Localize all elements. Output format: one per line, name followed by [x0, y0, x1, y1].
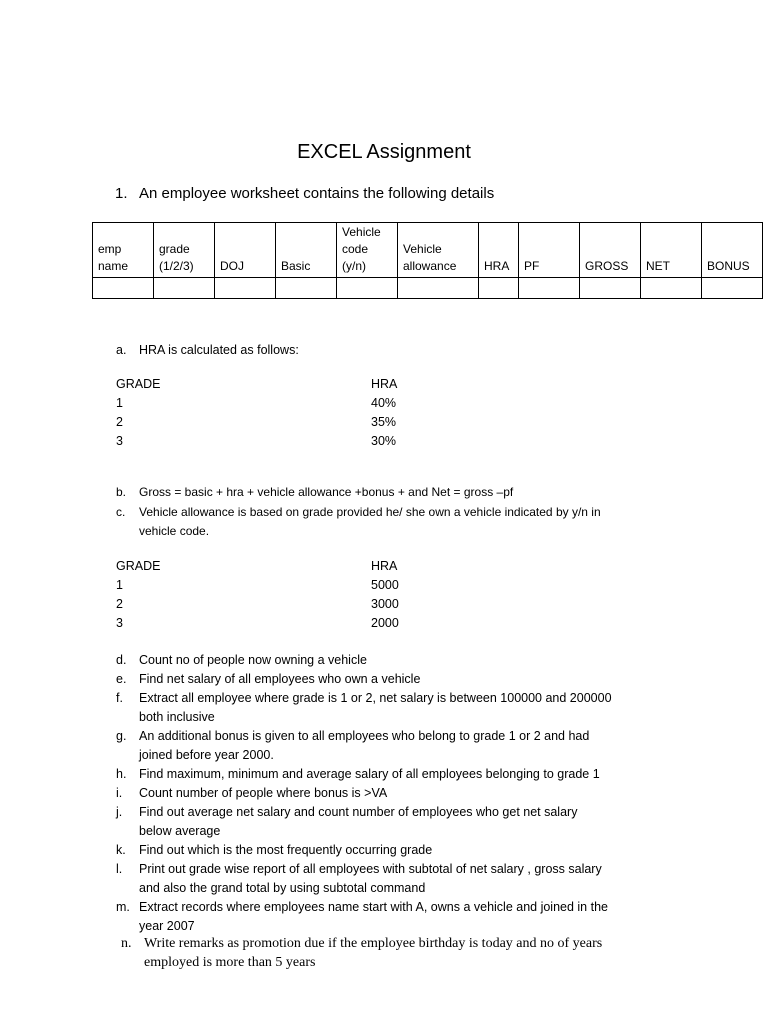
- vehicle-grade-3: 3: [116, 616, 123, 630]
- item-marker: n.: [121, 936, 132, 951]
- item-text-line1: Extract all employee where grade is 1 or 2, net salary is between 100000 and 200000: [139, 691, 612, 705]
- item-n: [121, 934, 602, 972]
- header-bonus: BONUS: [702, 223, 763, 278]
- item-f: [116, 689, 612, 727]
- item-marker: l.: [116, 862, 123, 876]
- vehicle-grade-header: GRADE: [116, 559, 161, 573]
- item-marker: c.: [116, 505, 126, 519]
- vehicle-value-1: 5000: [371, 578, 399, 592]
- question-text: An employee worksheet contains the following details: [139, 185, 495, 202]
- table-cell: [154, 278, 215, 299]
- item-text-line2: and also the grand total by using subtotal command: [139, 881, 426, 895]
- item-marker: e.: [116, 672, 127, 686]
- item-text-line1: Write remarks as promotion due if the employee birthday is today and no of years: [144, 936, 603, 951]
- item-l: [116, 860, 602, 898]
- item-b: [116, 483, 513, 502]
- table-cell: [398, 278, 479, 299]
- item-marker: j.: [116, 805, 123, 819]
- vehicle-value-3: 2000: [371, 616, 399, 630]
- question-number: 1.: [115, 185, 128, 202]
- hra-grade-2: 2: [116, 415, 123, 429]
- vehicle-grade-2: 2: [116, 597, 123, 611]
- item-a: [116, 341, 299, 360]
- item-k: [116, 841, 432, 860]
- hra-value-1: 40%: [371, 396, 397, 410]
- item-text-line2: below average: [139, 824, 221, 838]
- header-grade: grade (1/2/3): [154, 223, 215, 278]
- item-text: Count no of people now owning a vehicle: [139, 653, 367, 667]
- item-i: [116, 784, 387, 803]
- employee-table: [92, 222, 763, 299]
- hra-value-2: 35%: [371, 415, 397, 429]
- item-text-line1: An additional bonus is given to all employees who belong to grade 1 or 2 and had: [139, 729, 590, 743]
- item-marker: i.: [116, 786, 123, 800]
- item-h: [116, 765, 600, 784]
- header-basic: Basic: [276, 223, 337, 278]
- header-vehicle-allowance: Vehicle allowance: [398, 223, 479, 278]
- item-text-line1: Find out average net salary and count number of employees who get net salary: [139, 805, 578, 819]
- item-marker: g.: [116, 729, 127, 743]
- table-cell: [702, 278, 763, 299]
- table-cell: [641, 278, 702, 299]
- header-hra: HRA: [479, 223, 519, 278]
- item-text-line2: year 2007: [139, 919, 195, 933]
- header-doj: DOJ: [215, 223, 276, 278]
- item-marker: m.: [116, 900, 130, 914]
- hra-grade-1: 1: [116, 396, 123, 410]
- item-marker: k.: [116, 843, 126, 857]
- vehicle-value-header: HRA: [371, 559, 398, 573]
- item-text: Find out which is the most frequently occurring grade: [139, 843, 433, 857]
- header-emp-name: emp name: [93, 223, 154, 278]
- item-marker: a.: [116, 343, 127, 357]
- item-text-line1: Extract records where employees name start with A, owns a vehicle and joined in the: [139, 900, 608, 914]
- table-row: [93, 278, 763, 299]
- item-marker: b.: [116, 485, 127, 499]
- item-e: [116, 670, 420, 689]
- item-marker: f.: [116, 691, 123, 705]
- item-text-line1: Print out grade wise report of all employees with subtotal of net salary , gross salary: [139, 862, 602, 876]
- item-text-line2: both inclusive: [139, 710, 215, 724]
- table-cell: [479, 278, 519, 299]
- question-heading: [115, 185, 494, 202]
- header-gross: GROSS: [580, 223, 641, 278]
- item-text-line2: vehicle code.: [139, 524, 210, 538]
- vehicle-value-2: 3000: [371, 597, 399, 611]
- table-cell: [519, 278, 580, 299]
- table-cell: [215, 278, 276, 299]
- item-text: Count number of people where bonus is >VA: [139, 786, 388, 800]
- hra-value-header: HRA: [371, 377, 398, 391]
- item-m: [116, 898, 608, 936]
- header-net: NET: [641, 223, 702, 278]
- item-c: [116, 503, 601, 541]
- item-text: Gross = basic + hra + vehicle allowance +bonus + and Net = gross –pf: [139, 485, 514, 499]
- item-j: [116, 803, 577, 841]
- page-title: EXCEL Assignment: [297, 141, 471, 163]
- hra-grade-header: GRADE: [116, 377, 161, 391]
- header-vehicle-code: Vehicle code (y/n): [337, 223, 398, 278]
- item-text: Find maximum, minimum and average salary of all employees belonging to grade 1: [139, 767, 600, 781]
- item-text: HRA is calculated as follows:: [139, 343, 299, 357]
- item-text-line2: joined before year 2000.: [139, 748, 274, 762]
- table-cell: [93, 278, 154, 299]
- item-d: [116, 651, 367, 670]
- item-g: [116, 727, 589, 765]
- item-text-line2: employed is more than 5 years: [144, 955, 316, 970]
- vehicle-grade-1: 1: [116, 578, 123, 592]
- table-header-row: [93, 223, 763, 278]
- item-text: Find net salary of all employees who own a vehicle: [139, 672, 421, 686]
- hra-value-3: 30%: [371, 434, 397, 448]
- table-cell: [337, 278, 398, 299]
- table-cell: [580, 278, 641, 299]
- table-cell: [276, 278, 337, 299]
- hra-grade-3: 3: [116, 434, 123, 448]
- item-marker: h.: [116, 767, 127, 781]
- header-pf: PF: [519, 223, 580, 278]
- item-marker: d.: [116, 653, 127, 667]
- item-text-line1: Vehicle allowance is based on grade provided he/ she own a vehicle indicated by y/n in: [139, 505, 601, 519]
